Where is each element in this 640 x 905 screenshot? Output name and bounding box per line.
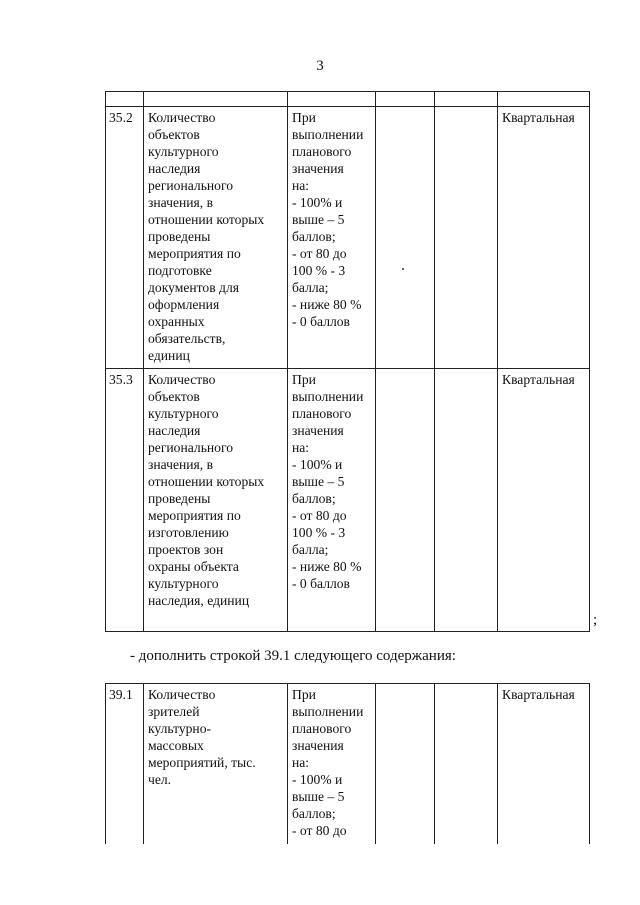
page-number: 3 [316,58,324,74]
row-number: 39.1 [106,684,144,844]
row-number: 35.2 [106,107,144,369]
table-row-39-1 [106,684,590,844]
empty-cell [435,107,498,369]
table-continuation-strip [106,92,590,107]
criteria-cell: При выполнении планового значения на: - 100% и выше – 5 баллов; - от 80 до [288,684,376,844]
empty-cell [376,107,435,369]
indicator-cell: Количество объектов культурного наследия регионального значения, в отношении которых проведены мероприятия по изготовлению проектов зон охраны объекта культурного наследия, единиц [144,369,288,632]
empty-cell [435,684,498,844]
periodicity-cell: Квартальная [498,369,590,632]
amendment-text: - дополнить строкой 39.1 следующего содержания: [130,648,456,664]
empty-cell [376,684,435,844]
empty-cell [376,369,435,632]
table-row-35-3 [106,369,590,632]
indicators-table-top [105,91,590,632]
periodicity-cell: Квартальная [498,684,590,844]
semicolon-mark: ; [593,612,598,628]
criteria-cell: При выполнении планового значения на: - 100% и выше – 5 баллов; - от 80 до 100 % - 3 балла; - ниже 80 % - 0 баллов [288,107,376,369]
indicator-cell: Количество зрителей культурно- массовых мероприятий, тыс. чел. [144,684,288,844]
row-number: 35.3 [106,369,144,632]
table-row-35-2 [106,107,590,369]
indicators-table-added [105,683,590,844]
indicator-cell: Количество объектов культурного наследия регионального значения, в отношении которых проведены мероприятия по подготовке документов для оформления охранных обязательств, единиц [144,107,288,369]
periodicity-cell: Квартальная [498,107,590,369]
criteria-cell: При выполнении планового значения на: - 100% и выше – 5 баллов; - от 80 до 100 % - 3 балла; - ниже 80 % - 0 баллов [288,369,376,632]
empty-cell [435,369,498,632]
